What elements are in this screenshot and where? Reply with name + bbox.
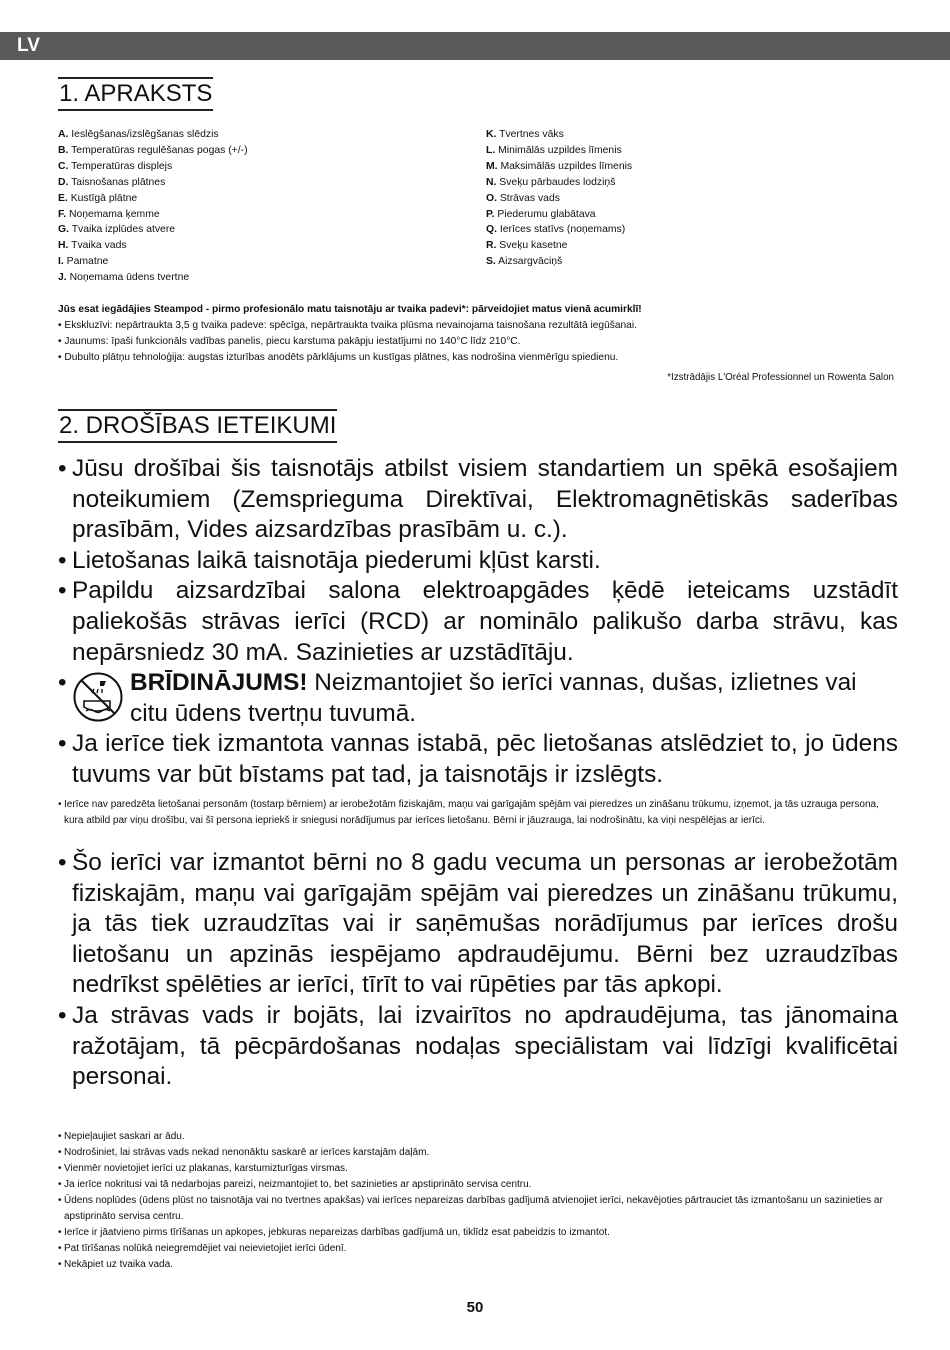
warning-label: BRĪDINĀJUMS! xyxy=(130,669,308,697)
page-number: 50 xyxy=(466,1299,484,1316)
small-item: • Pat tīrīšanas nolūkā neiegremdējiet vai neievietojiet ierīci ūdenī. xyxy=(58,1241,898,1257)
intro-bullet: • Jaunums: īpaši funkcionāls vadības panelis, piecu karstuma pakāpju iestatījumi no 140°C līdz 210°C. xyxy=(58,336,521,347)
warning-text-block xyxy=(72,668,898,729)
part-item: O. Strāvas vads xyxy=(486,192,560,204)
part-item: P. Piederumu glabātava xyxy=(486,208,596,220)
safety-small-list xyxy=(58,1129,898,1273)
small-item: • Nekāpiet uz tvaika vada. xyxy=(58,1257,898,1273)
safety-item: • Ja strāvas vads ir bojāts, lai izvairītos no apdraudējuma, tas jānomaina ražotājam, tā pēcpārdošanas nodaļas speciālistam vai līdzīgi kvalificētai personai. xyxy=(58,1001,898,1093)
warning-item xyxy=(58,668,898,729)
section-title-description: 1. APRAKSTS xyxy=(58,77,213,111)
small-item: • Nodrošiniet, lai strāvas vads nekad nenonāktu saskarē ar ierīces karstajām daļām. xyxy=(58,1145,898,1161)
part-item: F. Noņemama ķemme xyxy=(58,208,160,220)
part-item: I. Pamatne xyxy=(58,256,109,268)
small-item: • Nepieļaujiet saskari ar ādu. xyxy=(58,1129,898,1145)
small-item: • Vienmēr novietojiet ierīci uz plakanas, karstumizturīgas virsmas. xyxy=(58,1161,898,1177)
part-item: S. Aizsargvāciņš xyxy=(486,256,563,268)
part-item: R. Sveķu kasetne xyxy=(486,240,568,252)
part-item: L. Minimālās uzpildes līmenis xyxy=(486,144,622,156)
parts-list-left xyxy=(58,127,248,286)
part-item: G. Tvaika izplūdes atvere xyxy=(58,224,176,236)
safety-item: • Lietošanas laikā taisnotāja piederumi kļūst karsti. xyxy=(58,546,898,577)
safety-item: • Šo ierīci var izmantot bērni no 8 gadu vecuma un personas ar ierobežotām fiziskajām, maņu vai garīgajām spējām vai pieredzes un zināšanu trūkumu, ja tās tiek uzraudzītas vai ir saņēmušas norādījumus par ierīces drošu lietošanu un apzinās iespējamo apdraudējumu. Bērni bez uzraudzības nedrīkst spēlēties ar ierīci, tīrīt to vai rūpēties par tās apkopi. xyxy=(58,848,898,1001)
product-intro xyxy=(58,302,898,366)
part-item: J. Noņemama ūdens tvertne xyxy=(58,272,190,284)
footnote: *Izstrādājis L'Oréal Professionnel un Rowenta Salon xyxy=(667,372,894,383)
small-note-1 xyxy=(58,797,898,829)
small-note-item: • Ierīce nav paredzēta lietošanai personām (tostarp bērniem) ar ierobežotām fiziskajām, maņu vai garīgajām spējām vai pieredzes un zināšanu trūkumu, izņemot, ja tās uzrauga persona, kura atbild par viņu drošību, vai šī persona iepriekš ir sniegusi norādījumus par ierīces lietošanu. Bērni ir jāuzrauga, lai nodrošinātu, ka viņi nespēlējas ar ierīci. xyxy=(58,797,898,829)
safety-list-c xyxy=(58,848,898,1093)
safety-item: • Jūsu drošībai šis taisnotājs atbilst visiem standartiem un spēkā esošajiem noteikumiem (Zemsprieguma Direktīvai, Elektromagnētiskās saderības prasībām, Vides aizsardzības prasībām u. c.). xyxy=(58,454,898,546)
part-item: M. Maksimālās uzpildes līmenis xyxy=(486,160,633,172)
no-water-icon xyxy=(72,671,124,723)
small-item: • Ja ierīce nokritusi vai tā nedarbojas pareizi, neizmantojiet to, bet sazinieties ar apstiprināto servisa centru. xyxy=(58,1177,898,1193)
intro-bullet: • Dubulto plātņu tehnoloģija: augstas izturības anodēts pārklājums un kustīgas plātnes, kas nodrošina vienmērīgu spiedienu. xyxy=(58,352,619,363)
part-item: D. Taisnošanas plātnes xyxy=(58,176,166,188)
small-item: • Ūdens noplūdes (ūdens plūst no taisnotāja vai no tvertnes apakšas) vai ierīces nepareizas darbības gadījumā atvienojiet ierīci, nekavējoties pārtrauciet tās izmantošanu un sazinieties ar apstiprināto servisa centru. xyxy=(58,1193,898,1225)
language-code: LV xyxy=(17,35,40,56)
part-item: E. Kustīgā plātne xyxy=(58,192,138,204)
safety-item: • Papildu aizsardzībai salona elektroapgādes ķēdē ieteicams uzstādīt paliekošās strāvas ierīci (RCD) ar nominālo palikušo darba strāvu, kas nepārsniedz 30 mA. Sazinieties ar uzstādītāju. xyxy=(58,576,898,668)
part-item: K. Tvertnes vāks xyxy=(486,129,564,140)
part-item: C. Temperatūras displejs xyxy=(58,160,173,172)
part-item: B. Temperatūras regulēšanas pogas (+/-) xyxy=(58,144,248,156)
intro-bullet: • Ekskluzīvi: nepārtraukta 3,5 g tvaika padeve: spēcīga, nepārtraukta tvaika plūsma nevainojama taisnošana rezultātā iegūšanai. xyxy=(58,320,637,331)
section-title-safety: 2. DROŠĪBAS IETEIKUMI xyxy=(58,409,337,443)
part-item: A. Ieslēgšanas/izslēgšanas slēdzis xyxy=(58,129,219,140)
intro-lead: Jūs esat iegādājies Steampod - pirmo profesionālo matu taisnotāju ar tvaika padevi*: pārveidojiet matus vienā acumirklī! xyxy=(58,304,642,315)
part-item: H. Tvaika vads xyxy=(58,240,127,252)
parts-list-right xyxy=(486,127,632,270)
safety-list-a xyxy=(58,454,898,791)
part-item: Q. Ierīces statīvs (noņemams) xyxy=(486,224,626,236)
part-item: N. Sveķu pārbaudes lodziņš xyxy=(486,176,616,188)
warning-text: Neizmantojiet šo ierīci vannas, dušas, izlietnes vai citu ūdens tvertņu tuvumā. xyxy=(130,669,857,727)
language-bar xyxy=(0,32,950,60)
small-item: • Ierīce ir jāatvieno pirms tīrīšanas un apkopes, jebkuras nepareizas darbības gadījumā un, tiklīdz esat pabeidzis to izmantot. xyxy=(58,1225,898,1241)
safety-item: • Ja ierīce tiek izmantota vannas istabā, pēc lietošanas atslēdziet to, jo ūdens tuvums var būt bīstams pat tad, ja taisnotājs ir izslēgts. xyxy=(58,729,898,790)
